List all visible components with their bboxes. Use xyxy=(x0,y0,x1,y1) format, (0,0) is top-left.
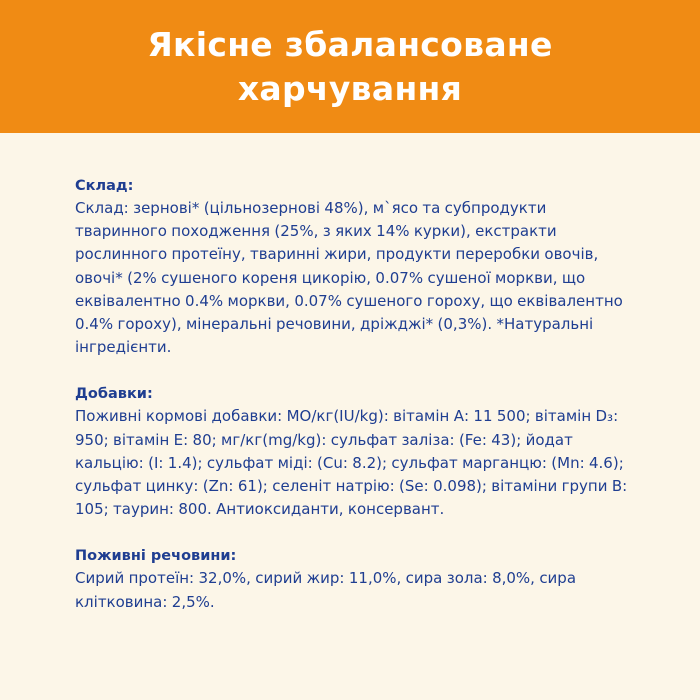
additives-text: Поживні кормові добавки: МО/кг(IU/kg): вітамін А: 11 500; вітамін D₃: 950; вітамін Е: 80; мг/кг(mg/kg): сульфат заліза: (Fe: 43); йодат кальцію: (I: 1.4); сульфат міді: (Cu: 8.2); сульфат марганцю: (Mn: 4.6); сульфат цинку: (Zn: 61); селеніт натрію: (Se: 0.098); вітаміни групи В: 105; таурин: 800. Антиоксиданти, консервант. xyxy=(75,407,628,519)
nutrients-section xyxy=(75,545,635,613)
composition-heading: Склад: xyxy=(75,178,134,194)
additives-heading: Добавки: xyxy=(75,386,153,403)
composition-section xyxy=(75,175,635,359)
composition-text: Склад: зернові* (цільнозернові 48%), м`ясо та субпродукти тваринного походження (25%, з яких 14% курки), екстракти рослинного протеїну, тваринні жири, продукти переробки овочів, овочі* (2% сушеного кореня цикорію, 0.07% сушеної моркви, що еквівалентно 0.4% моркви, 0.07% сушеного гороху, що еквівалентно 0.4% гороху), мінеральні речовини, дріжджі* (0,3%). *Натуральні інгредієнти. xyxy=(75,199,623,357)
nutrients-heading: Поживні речовини: xyxy=(75,548,237,565)
product-info xyxy=(75,175,635,638)
nutrients-text: Сирий протеїн: 32,0%, сирий жир: 11,0%, сира зола: 8,0%, сира клітковина: 2,5%. xyxy=(75,569,577,611)
page-title: Якісне збалансоване харчування xyxy=(147,24,553,108)
header-banner xyxy=(0,0,700,133)
additives-section xyxy=(75,383,635,521)
